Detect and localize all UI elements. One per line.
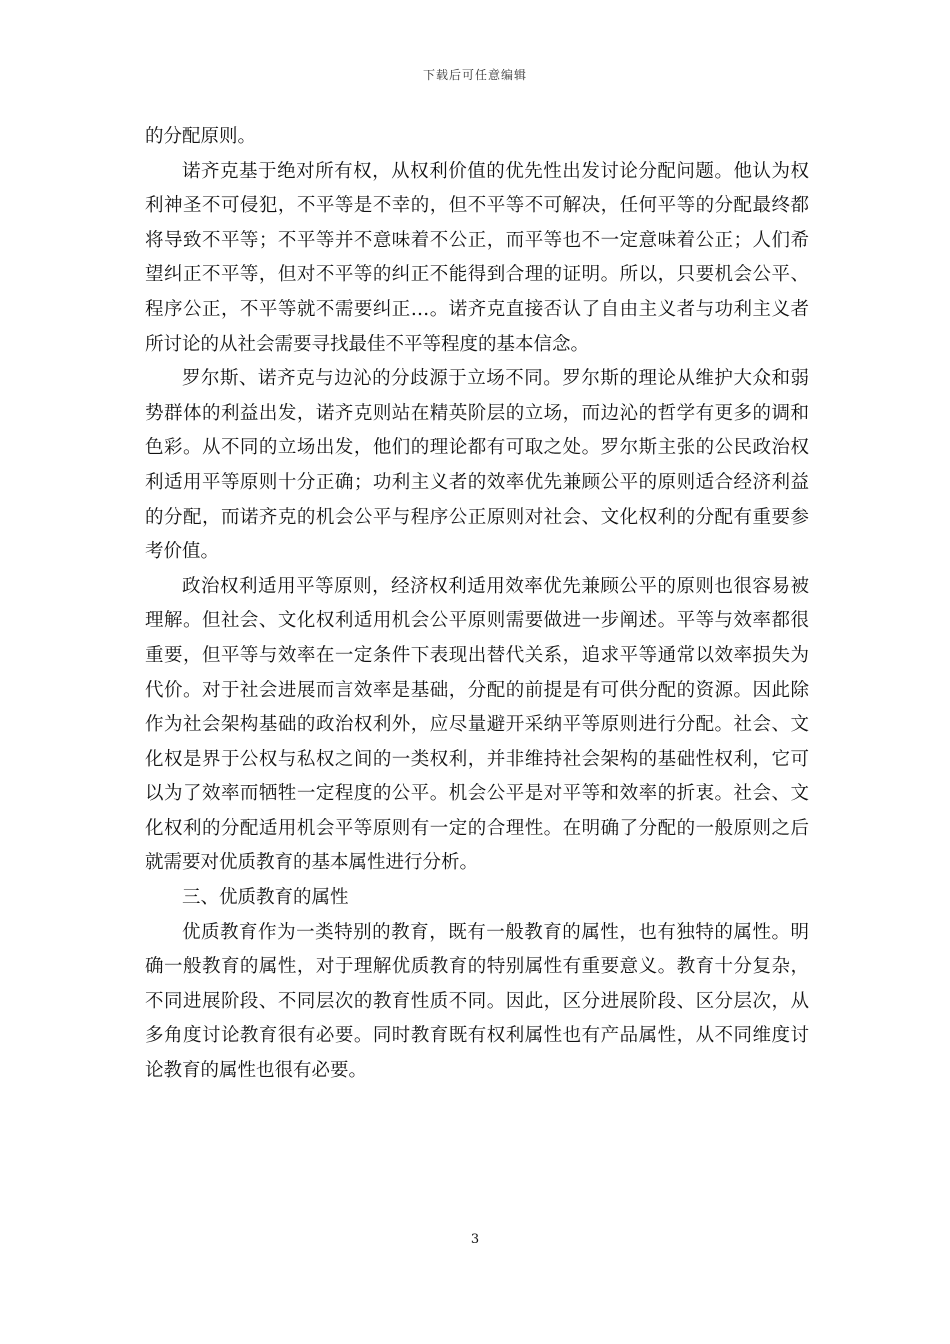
- paragraph-rawls-nozick-bentham: 罗尔斯、诺齐克与边沁的分歧源于立场不同。罗尔斯的理论从维护大众和弱势群体的利益出发，诺齐克则站在精英阶层的立场，而边沁的哲学有更多的调和色彩。从不同的立场出发，他们的理论都有可取之处。罗尔斯主张的公民政治权利适用平等原则十分正确；功利主义者的效率优先兼顾公平的原则适合经济利益的分配，而诺齐克的机会公平与程序公正原则对社会、文化权利的分配有重要参考价值。: [145, 368, 809, 563]
- document-body: [145, 120, 809, 1089]
- page-number: 3: [470, 1232, 480, 1247]
- paragraph-rights-principles: 政治权利适用平等原则，经济权利适用效率优先兼顾公平的原则也很容易被理解。但社会、文化权利适用机会公平原则需要做进一步阐述。平等与效率都很重要，但平等与效率在一定条件下表现出替代关系，追求平等通常以效率损失为代价。对于社会进展而言效率是基础，分配的前提是有可供分配的资源。因此除作为社会架构基础的政治权利外，应尽量避开采纳平等原则进行分配。社会、文化权是界于公权与私权之间的一类权利，并非维持社会架构的基础性权利，它可以为了效率而牺牲一定程度的公平。机会公平是对平等和效率的折衷。社会、文化权利的分配适用机会平等原则有一定的合理性。在明确了分配的一般原则之后就需要对优质教育的基本属性进行分析。: [145, 575, 809, 874]
- paragraph-continuation: 的分配原则。: [145, 126, 257, 147]
- paragraph-nozick: 诺齐克基于绝对所有权，从权利价值的优先性出发讨论分配问题。他认为权利神圣不可侵犯，不平等是不幸的，但不平等不可解决，任何平等的分配最终都将导致不平等；不平等并不意味着不公正，而平等也不一定意味着公正；人们希望纠正不平等，但对不平等的纠正不能得到合理的证明。所以，只要机会公平、程序公正，不平等就不需要纠正…。诺齐克直接否认了自由主义者与功利主义者所讨论的从社会需要寻找最佳不平等程度的基本信念。: [145, 160, 809, 355]
- paragraph-quality-education: 优质教育作为一类特别的教育，既有一般教育的属性，也有独特的属性。明确一般教育的属性，对于理解优质教育的特别属性有重要意义。教育十分复杂，不同进展阶段、不同层次的教育性质不同。因此，区分进展阶段、区分层次，从多角度讨论教育很有必要。同时教育既有权利属性也有产品属性，从不同维度讨论教育的属性也很有必要。: [145, 921, 809, 1082]
- section-heading: 三、优质教育的属性: [182, 887, 349, 909]
- page-header: 下载后可任意编辑: [422, 68, 527, 82]
